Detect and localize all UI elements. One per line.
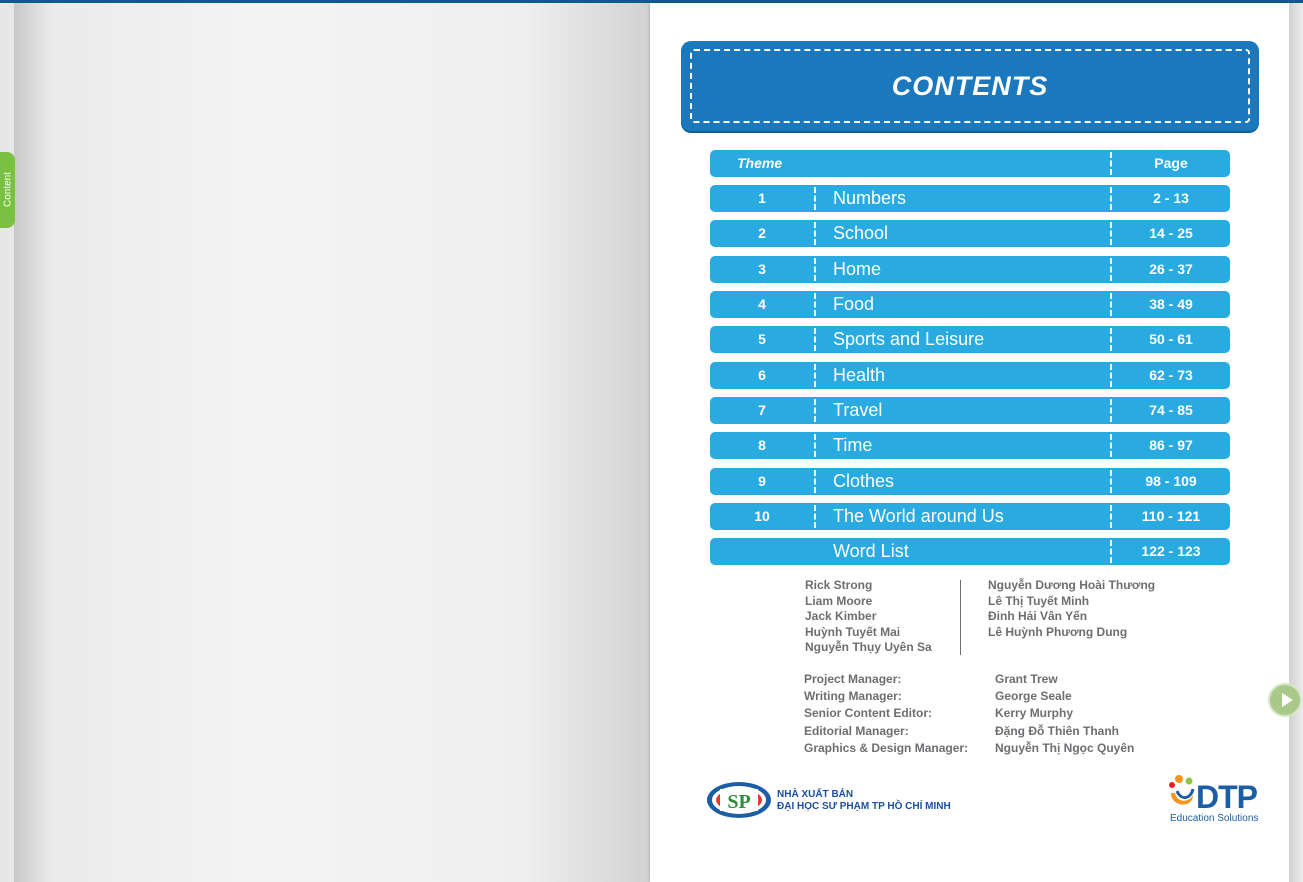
theme-name: Word List — [833, 541, 909, 561]
page-range: 26 - 37 — [1149, 261, 1193, 277]
authors-divider — [960, 580, 961, 655]
credit-name: Grant Trew — [995, 672, 1058, 686]
authors-right — [988, 578, 1155, 640]
credit-row — [804, 671, 1134, 688]
credit-row — [804, 723, 1134, 740]
credit-name: Nguyễn Thị Ngọc Quyên — [995, 740, 1135, 755]
staff-credits — [804, 671, 1134, 757]
author-name: Nguyễn Dương Hoài Thương — [988, 578, 1156, 592]
credit-role: Project Manager: — [804, 672, 902, 686]
table-row[interactable] — [710, 291, 1230, 318]
theme-name: The World around Us — [833, 506, 1004, 526]
theme-number: 7 — [758, 402, 766, 418]
theme-name: Sports and Leisure — [833, 329, 985, 349]
table-row[interactable] — [710, 185, 1230, 212]
theme-number: 9 — [758, 473, 766, 489]
column-separator — [814, 470, 816, 493]
author-name: Lê Thị Tuyết Minh — [988, 593, 1090, 608]
theme-number: 8 — [758, 437, 766, 453]
column-separator — [814, 293, 816, 316]
contents-banner — [681, 41, 1259, 131]
column-separator — [814, 364, 816, 387]
table-header — [710, 150, 1230, 177]
theme-name: Numbers — [833, 188, 907, 208]
table-row[interactable] — [710, 468, 1230, 495]
theme-name: Travel — [833, 400, 883, 420]
credit-row — [804, 688, 1134, 705]
theme-header: Theme — [737, 155, 783, 171]
credit-row — [804, 740, 1134, 757]
credit-role: Graphics & Design Manager: — [804, 740, 969, 755]
table-row[interactable] — [710, 432, 1230, 459]
author-name: Liam Moore — [805, 593, 873, 608]
page-header: Page — [1154, 155, 1188, 171]
theme-number: 10 — [754, 508, 770, 524]
column-separator — [814, 505, 816, 528]
page-range: 86 - 97 — [1149, 437, 1193, 453]
page-range: 122 - 123 — [1141, 543, 1201, 559]
publisher-logo-text: SP — [727, 791, 751, 813]
table-row[interactable] — [710, 362, 1230, 389]
theme-name: Health — [833, 365, 886, 385]
credit-name: George Seale — [995, 689, 1072, 704]
credit-role: Senior Content Editor: — [804, 706, 932, 721]
page-title: CONTENTS — [891, 71, 1049, 101]
table-row[interactable] — [710, 220, 1230, 247]
theme-name: Home — [833, 259, 882, 279]
page-edge — [1289, 3, 1303, 882]
column-separator — [814, 328, 816, 351]
next-page-button[interactable] — [1268, 683, 1302, 717]
theme-number: 5 — [758, 331, 766, 347]
publisher-line2: ĐẠI HỌC SƯ PHẠM TP HỒ CHÍ MINH — [777, 801, 951, 812]
page-range: 14 - 25 — [1149, 225, 1193, 241]
credit-role: Writing Manager: — [804, 689, 902, 704]
content-side-tab[interactable] — [0, 152, 15, 228]
author-name: Huỳnh Tuyết Mai — [805, 624, 901, 639]
author-name: Rick Strong — [805, 578, 873, 592]
theme-number: 3 — [758, 261, 766, 277]
page-range: 74 - 85 — [1149, 402, 1193, 418]
page-range: 98 - 109 — [1145, 473, 1197, 489]
author-name: Jack Kimber — [805, 609, 877, 623]
column-separator — [814, 187, 816, 210]
dtp-wordmark: DTP — [1196, 779, 1257, 815]
theme-name: Clothes — [833, 471, 895, 491]
page-range: 38 - 49 — [1149, 296, 1193, 312]
table-row[interactable] — [710, 397, 1230, 424]
page-range: 110 - 121 — [1141, 508, 1201, 524]
publisher-line1: NHÀ XUẤT BẢN — [777, 789, 854, 800]
column-separator — [814, 222, 816, 245]
content-tab-label: Content — [2, 171, 14, 208]
credit-name: Kerry Murphy — [995, 706, 1074, 721]
left-page — [14, 3, 650, 882]
publisher-name — [777, 789, 951, 813]
author-name: Nguyễn Thụy Uyên Sa — [805, 640, 932, 654]
credit-row — [804, 705, 1134, 722]
theme-name: Time — [833, 435, 873, 455]
author-name: Lê Huỳnh Phương Dung — [988, 624, 1128, 639]
column-separator — [814, 434, 816, 457]
dtp-logo — [1167, 773, 1267, 828]
column-separator — [814, 258, 816, 281]
table-row[interactable] — [710, 326, 1230, 353]
credit-role: Editorial Manager: — [804, 723, 909, 738]
theme-number: 4 — [758, 296, 766, 312]
table-row[interactable] — [710, 503, 1230, 530]
dtp-people-icon — [1167, 773, 1199, 815]
column-separator — [814, 399, 816, 422]
theme-number: 2 — [758, 225, 766, 241]
theme-number: 1 — [758, 190, 766, 206]
credit-name: Đặng Đỗ Thiên Thanh — [995, 723, 1119, 738]
theme-number: 6 — [758, 367, 766, 383]
page-range: 62 - 73 — [1149, 367, 1193, 383]
theme-name: Food — [833, 294, 875, 314]
authors-left — [805, 578, 932, 656]
dtp-tagline: Education Solutions — [1170, 813, 1259, 824]
theme-name: School — [833, 223, 889, 243]
table-row[interactable] — [710, 256, 1230, 283]
page-range: 2 - 13 — [1153, 190, 1189, 206]
publisher-logo — [706, 781, 772, 819]
table-row[interactable] — [710, 538, 1230, 565]
page-range: 50 - 61 — [1149, 331, 1193, 347]
author-name: Đinh Hải Vân Yến — [988, 609, 1088, 623]
